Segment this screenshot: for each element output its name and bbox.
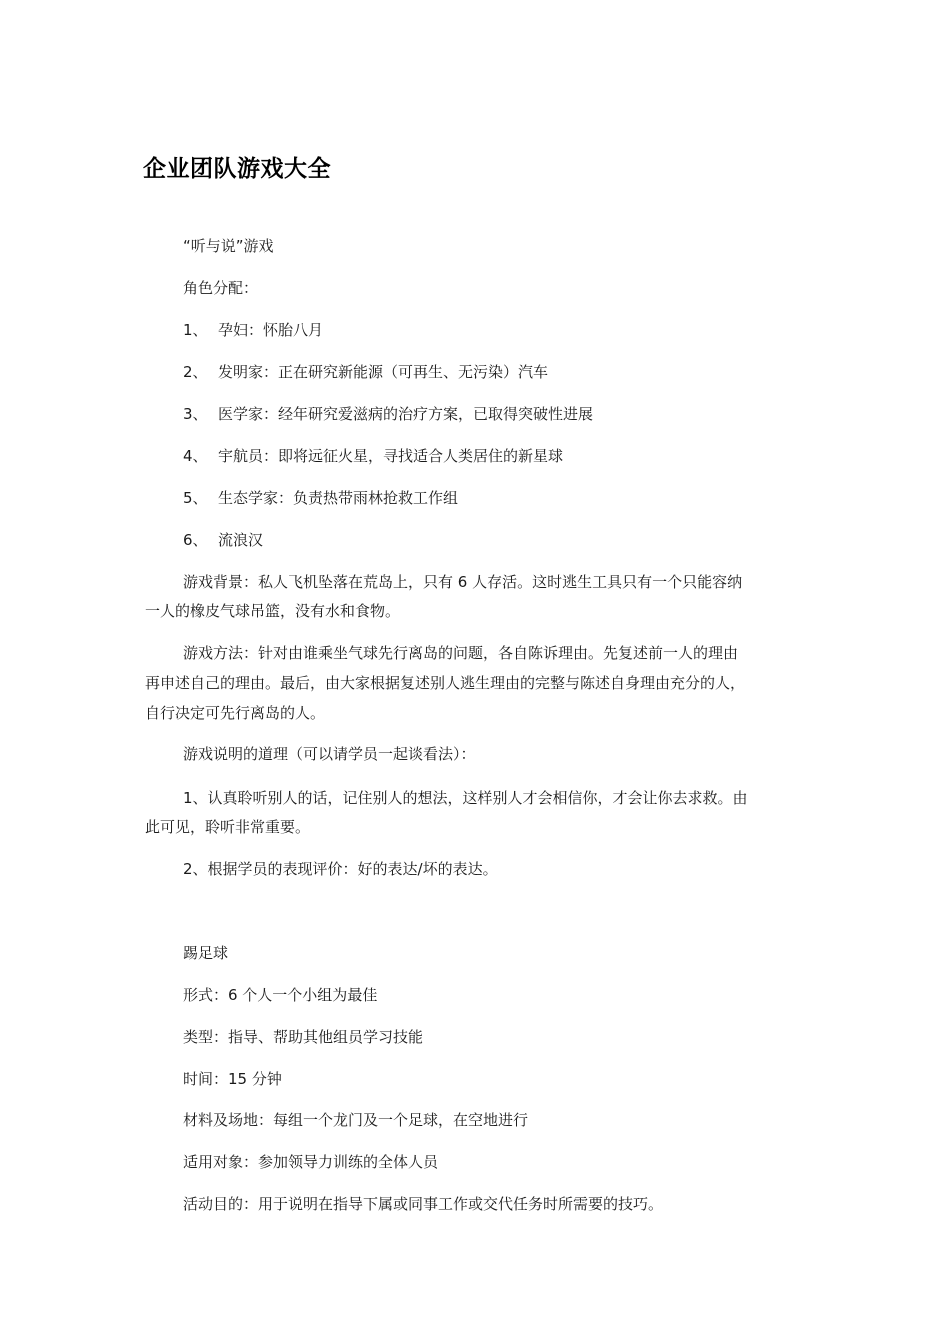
game2-time: 时间：15 分钟 [183, 1070, 282, 1088]
game1-heading: “听与说”游戏 [183, 237, 274, 255]
role-number: 5、 [183, 489, 208, 507]
game2-materials: 材料及场地：每组一个龙门及一个足球，在空地进行 [183, 1111, 529, 1129]
game2-audience: 适用对象：参加领导力训练的全体人员 [183, 1153, 439, 1171]
method-paragraph-line: 再申述自己的理由。最后，由大家根据复述别人逃生理由的完整与陈述自身理由充分的人， [145, 674, 746, 692]
role-item [183, 446, 563, 466]
role-text: 宇航员：即将远征火星，寻找适合人类居住的新星球 [218, 447, 564, 465]
background-paragraph-line: 一人的橡皮气球吊篮，没有水和食物。 [145, 602, 401, 620]
role-number: 6、 [183, 531, 208, 549]
game2-heading: 踢足球 [183, 944, 229, 962]
game2-purpose: 活动目的：用于说明在指导下属或同事工作或交代任务时所需要的技巧。 [183, 1195, 664, 1213]
role-item [183, 320, 323, 340]
role-text: 发明家：正在研究新能源（可再生、无污染）汽车 [218, 363, 549, 381]
role-number: 2、 [183, 363, 208, 381]
role-number: 4、 [183, 447, 208, 465]
role-text: 生态学家：负责热带雨林抢救工作组 [218, 489, 459, 507]
lesson-label: 游戏说明的道理（可以请学员一起谈看法）： [183, 745, 476, 763]
game2-type: 类型：指导、帮助其他组员学习技能 [183, 1028, 424, 1046]
game2-form: 形式：6 个人一个小组为最佳 [183, 986, 378, 1004]
role-number: 1、 [183, 321, 208, 339]
background-paragraph-line: 游戏背景：私人飞机坠落在荒岛上，只有 6 人存活。这时逃生工具只有一个只能容纳 [183, 573, 743, 591]
lesson-paragraph-line: 1、认真聆听别人的话，记住别人的想法，这样别人才会相信你，才会让你去求救。由 [183, 789, 748, 807]
role-text: 流浪汉 [218, 531, 264, 549]
role-item [183, 530, 263, 550]
role-item [183, 362, 548, 382]
method-paragraph-line: 自行决定可先行离岛的人。 [145, 704, 326, 722]
roles-label: 角色分配： [183, 279, 259, 297]
method-paragraph-line: 游戏方法：针对由谁乘坐气球先行离岛的问题，各自陈诉理由。先复述前一人的理由 [183, 644, 739, 662]
role-text: 孕妇：怀胎八月 [218, 321, 324, 339]
role-number: 3、 [183, 405, 208, 423]
lesson-paragraph: 2、根据学员的表现评价：好的表达/坏的表达。 [183, 860, 498, 878]
role-item [183, 488, 458, 508]
role-text: 医学家：经年研究爱滋病的治疗方案，已取得突破性进展 [218, 405, 594, 423]
document-title: 企业团队游戏大全 [143, 156, 331, 182]
lesson-paragraph-line: 此可见，聆听非常重要。 [145, 818, 311, 836]
role-item [183, 404, 593, 424]
